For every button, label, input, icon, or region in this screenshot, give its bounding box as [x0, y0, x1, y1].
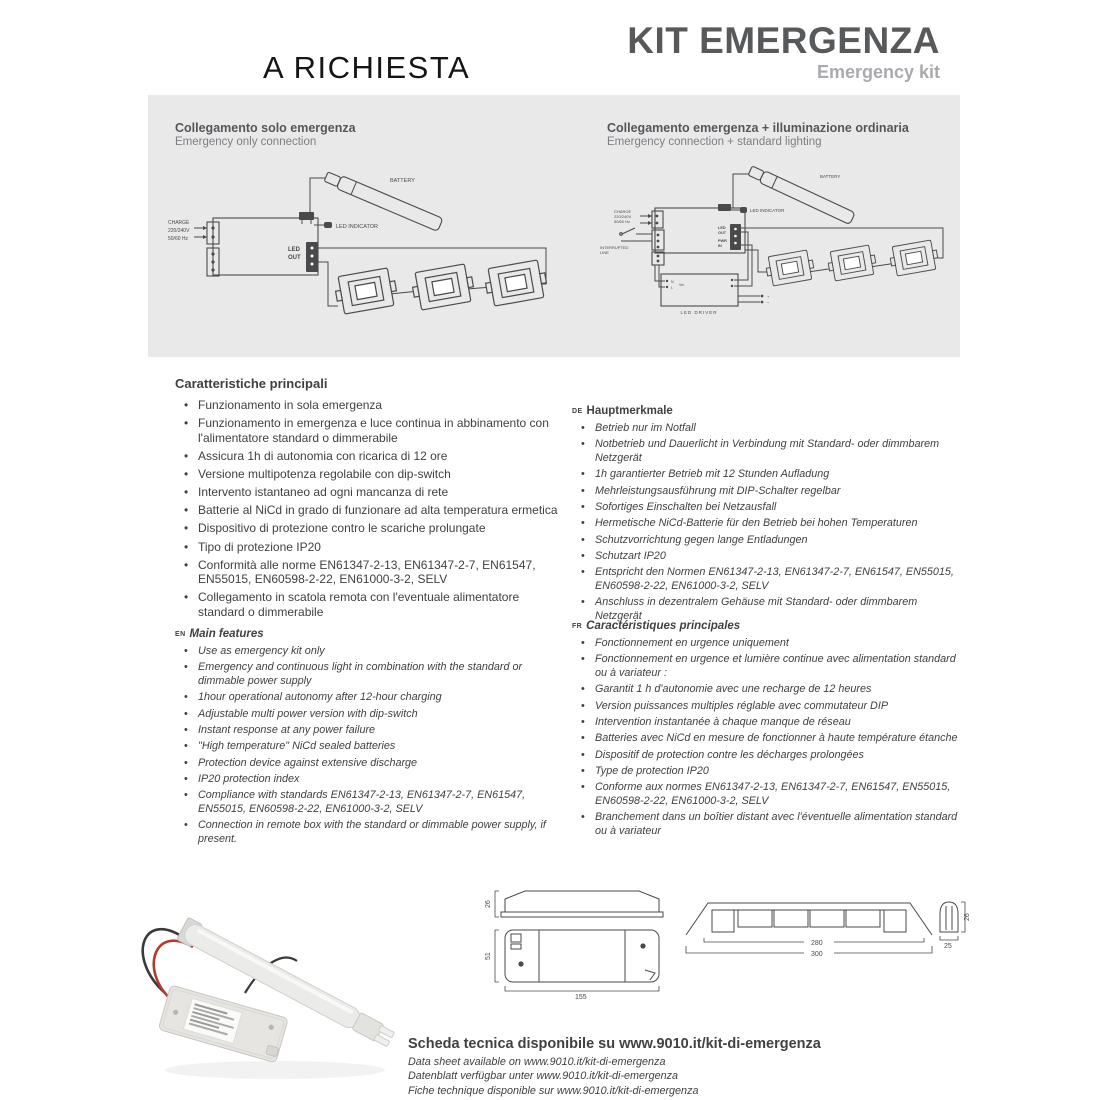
screw-dot — [518, 961, 523, 966]
corner-detail — [645, 970, 655, 980]
l-label: L — [671, 286, 673, 290]
cap-height-dim: 26 — [964, 913, 971, 921]
features-french-title: FR Caractéristiques principales — [572, 620, 741, 632]
feature-item: • IP20 protection index — [184, 773, 300, 785]
led-indicator-label: LED INDICATOR — [336, 224, 378, 230]
wiring-diagram-emergency-standard — [598, 150, 958, 355]
dim-bracket-cap-width — [940, 936, 958, 940]
profile-outer-dim: 300 — [811, 951, 823, 958]
bullet-icon: • — [581, 517, 585, 530]
driver-feed-wire-2 — [659, 265, 665, 287]
interrupted-line-label: INTERRUPTED — [600, 245, 629, 250]
bullet-icon: • — [184, 756, 188, 769]
bullet-icon: • — [581, 596, 585, 609]
downlight-icon — [410, 263, 476, 311]
frequency-label: 50/60 Hz — [614, 219, 631, 224]
profile-end-block — [884, 910, 906, 932]
diagram-right-subtitle: Emergency connection + standard lighting — [607, 136, 822, 148]
feature-item: • Protection device against extensive discharge — [184, 756, 418, 769]
driver-side-view — [505, 891, 659, 912]
feature-item: • Batterie al NiCd in grado di funzionare ad alta temperatura ermetica — [184, 503, 558, 518]
page-title: KIT EMERGENZA — [627, 20, 940, 61]
charge-label: CHARGE — [168, 220, 190, 226]
led-label: LED — [718, 226, 726, 230]
profile-window — [738, 910, 772, 927]
led-driver-label: LED DRIVER — [680, 310, 718, 315]
frequency-label: 50/60 Hz — [168, 236, 189, 242]
feature-item: • Dispositivo di protezione contro le scariche prolungate — [184, 521, 486, 536]
lang-badge-de: DE — [572, 408, 583, 415]
bullet-icon: • — [581, 716, 585, 729]
features-french-list — [572, 637, 966, 839]
led-wire-bottom — [318, 262, 338, 306]
features-french — [572, 620, 966, 842]
wiring-diagram-emergency-only — [162, 158, 562, 353]
feature-item: • Assicura 1h di autonomia con ricarica di 12 ore — [184, 448, 448, 463]
feature-item: • 1h garantierter Betrieb mit 12 Stunden Aufladung — [581, 468, 830, 481]
emergency-driver-box — [213, 218, 318, 275]
feature-item: • Branchement dans un boîtier distant avec l'éventuelle alimentation standard ou à variateur — [581, 811, 958, 838]
bullet-icon: • — [184, 707, 188, 720]
features-english-list — [175, 645, 569, 847]
n-label: N — [671, 280, 674, 284]
feature-item: • Dispositif de protection contre les décharges prolongées — [581, 748, 864, 761]
feature-item: • Schutzvorrichtung gegen lange Entladungen — [581, 533, 808, 546]
feature-item: • Hermetische NiCd-Batterie für den Betrieb bei hohen Temperaturen — [581, 517, 918, 530]
diagram-left-header — [175, 121, 356, 148]
bullet-icon: • — [184, 789, 188, 802]
profile-window — [810, 910, 844, 927]
feature-item: • Betrieb nur im Notfall — [581, 422, 696, 434]
feature-item: • Version puissances multiples réglable avec commutateur DIP — [581, 699, 889, 712]
driver-height-dim: 26 — [485, 900, 492, 908]
led-indicator-label: LED INDICATOR — [750, 208, 785, 213]
bullet-icon: • — [184, 661, 188, 674]
feature-item: • Funzionamento in sola emergenza — [184, 398, 383, 412]
title-block — [627, 22, 940, 83]
driver-side-flange — [501, 912, 663, 917]
dim-280-right — [834, 938, 924, 942]
footer-link-en: Data sheet available on www.9010.it/kit-di-emergenza — [408, 1056, 666, 1068]
bullet-icon: • — [581, 683, 585, 696]
voltage-label: 220/240V — [168, 228, 190, 234]
mains-terminal — [194, 222, 219, 244]
lang-badge-en: EN — [175, 631, 186, 638]
dim-300-right — [834, 946, 932, 953]
dim-bracket-width — [495, 930, 499, 982]
feature-item: • Entspricht den Normen EN61347-2-13, EN61347-2-7, EN61547, EN55015, EN60598-2-22, EN61000-3-2, SELV — [581, 566, 954, 593]
bullet-icon: • — [184, 773, 188, 785]
downlight-icon — [764, 249, 815, 286]
bullet-icon: • — [184, 819, 188, 832]
bullet-icon: • — [581, 501, 585, 514]
bullet-icon: • — [581, 637, 585, 649]
footer-link-de: Datenblatt verfügbar unter www.9010.it/kit-di-emergenza — [408, 1070, 679, 1083]
screw-dot — [640, 943, 645, 948]
cap-width-dim: 25 — [944, 943, 952, 950]
feature-item: • Adjustable multi power version with dip-switch — [184, 707, 418, 720]
features-italian — [175, 376, 569, 623]
bullet-icon: • — [184, 691, 188, 704]
bullet-icon: • — [184, 521, 189, 536]
bullet-icon: • — [581, 653, 585, 666]
aux-dot — [761, 295, 764, 298]
driver-width-dim: 51 — [485, 952, 492, 960]
bullet-icon: • — [184, 740, 188, 753]
bullet-icon: • — [184, 485, 189, 500]
corner-detail — [511, 944, 521, 949]
feature-item: • Collegamento in scatola remota con l'eventuale alimentatore standard o dimmerabile — [184, 590, 520, 619]
diagram-right-title: Collegamento emergenza + illuminazione ordinaria — [607, 121, 909, 135]
feature-item: • Funzionamento in emergenza e luce continua in abbinamento con l'alimentatore standard o dimmerabile — [184, 416, 549, 445]
driver-box-photo — [158, 985, 288, 1063]
out-label: OUT — [718, 231, 727, 235]
feature-item: • Tipo di protezione IP20 — [184, 539, 321, 554]
bullet-icon: • — [581, 533, 585, 546]
voltage-label: 220/240V — [614, 214, 632, 219]
feature-item: • 1hour operational autonomy after 12-hour charging — [184, 691, 442, 704]
plus-label: + — [767, 294, 770, 299]
feature-item: • Conforme aux normes EN61347-2-13, EN61347-2-7, EN61547, EN55015, EN60598-2-22, EN61000-3-2, SELV — [581, 781, 951, 808]
driver-feed-wire-1 — [655, 265, 665, 281]
bullet-icon: • — [184, 398, 189, 412]
feature-item: • Schutzart IP20 — [581, 550, 666, 562]
bullet-icon: • — [581, 484, 585, 497]
feature-item: • Intervention instantanée à chaque manque de réseau — [581, 716, 851, 729]
footer — [408, 1036, 821, 1098]
footer-link-it: Scheda tecnica disponibile su www.9010.it/kit-di-emergenza — [408, 1036, 821, 1052]
led-driver-pins — [666, 279, 733, 288]
bullet-icon: • — [581, 468, 585, 481]
downlight-icon — [888, 239, 939, 276]
bullet-icon: • — [184, 557, 189, 572]
footer-link-fr: Fiche technique disponible sur www.9010.it/kit-di-emergenza — [408, 1084, 699, 1097]
features-english — [175, 628, 569, 850]
features-german — [572, 405, 966, 627]
led-out-terminal — [306, 242, 318, 272]
bullet-icon: • — [581, 699, 585, 712]
features-german-list — [572, 422, 966, 624]
feature-item: • Versione multipotenza regolabile con dip-switch — [184, 467, 451, 481]
page-subtitle: Emergency kit — [816, 62, 940, 82]
switched-terminal — [652, 230, 664, 265]
dim-280-left — [704, 938, 804, 942]
interrupted-line-label2: LINE — [600, 250, 609, 255]
vin-label: Vin — [679, 283, 684, 287]
driver-length-dim: 155 — [575, 994, 587, 1000]
dim-300-left — [686, 946, 804, 953]
bullet-icon: • — [184, 645, 188, 657]
feature-item: • Emergency and continuous light in combination with the standard or dimmable power supply — [184, 661, 523, 688]
dimension-drawing-profile — [678, 890, 973, 972]
driver-top-view — [505, 930, 659, 982]
interrupted-line-switch — [620, 228, 652, 241]
bullet-icon: • — [184, 448, 189, 463]
feature-item: • Fonctionnement en urgence et lumière continue avec alimentation standard ou à variateur : — [581, 653, 956, 680]
feature-item: • Intervento istantaneo ad ogni mancanza di rete — [184, 485, 449, 500]
features-italian-title: Caratteristiche principali — [175, 376, 328, 391]
profile-window — [846, 910, 880, 927]
in-label: IN — [718, 244, 722, 248]
feature-item: • Conformità alle norme EN61347-2-13, EN61347-2-7, EN61547, EN55015, EN60598-2-22, EN61000-3-2, SELV — [184, 557, 536, 587]
corner-detail — [511, 934, 521, 942]
end-cap-view — [940, 902, 958, 932]
feature-item: • Type de protection IP20 — [581, 765, 709, 777]
aux-dot — [761, 301, 764, 304]
charge-label: CHARGE — [614, 209, 632, 214]
feature-item: • Garantit 1 h d'autonomie avec une recharge de 12 heures — [581, 683, 872, 696]
feature-item: • Notbetrieb und Dauerlicht in Verbindung mit Standard- oder dimmbarem Netzgerät — [581, 438, 940, 465]
battery-label: BATTERY — [390, 178, 415, 184]
bullet-icon: • — [581, 765, 585, 777]
bullet-icon: • — [581, 438, 585, 451]
pwr-label: PWR — [718, 239, 727, 243]
photo-shadow — [165, 1061, 385, 1079]
bullet-icon: • — [184, 539, 189, 554]
product-photo — [125, 885, 420, 1095]
led-indicator-icon — [299, 212, 332, 228]
bullet-icon: • — [184, 503, 189, 518]
bullet-icon: • — [581, 566, 585, 579]
dimension-drawing-driver — [477, 882, 682, 1000]
bullet-icon: • — [581, 781, 585, 794]
downlight-icon — [333, 267, 399, 315]
downlight-icon — [483, 259, 549, 307]
diagram-left-subtitle: Emergency only connection — [175, 136, 317, 148]
features-english-title: EN Main features — [175, 628, 264, 640]
lang-badge-fr: FR — [572, 623, 583, 630]
feature-item: • Connection in remote box with the standard or dimmable power supply, if present. — [184, 819, 546, 846]
bullet-icon: • — [184, 724, 188, 737]
led-driver-box — [661, 274, 738, 306]
bullet-icon: • — [581, 732, 585, 745]
bullet-icon: • — [581, 811, 585, 824]
feature-item: • Compliance with standards EN61347-2-13, EN61347-2-7, EN61547, EN55015, EN60598-2-22, EN61000-3-2, SELV — [184, 789, 526, 816]
feature-item: • Batteries avec NiCd en mesure de fonctionner à haute température étanche — [581, 732, 958, 745]
battery-wire — [733, 174, 749, 208]
feature-item: • Anschluss in dezentralem Gehäuse mit Standard- oder dimmbarem Netzgerät — [581, 596, 918, 623]
wiring-panel — [148, 95, 960, 357]
battery-label: BATTERY — [820, 174, 841, 179]
features-german-title: DE Hauptmerkmale — [572, 405, 673, 417]
bullet-icon: • — [184, 467, 189, 481]
profile-window — [774, 910, 808, 927]
battery-icon — [323, 170, 443, 231]
feature-item: • Instant response at any power failure — [184, 724, 376, 737]
mains-terminal — [640, 211, 663, 228]
downlight-icon — [826, 244, 877, 281]
bullet-icon: • — [184, 416, 189, 431]
dim-bracket-height — [495, 891, 499, 917]
diagram-right-header — [607, 121, 909, 148]
profile-outline — [686, 903, 932, 935]
minus-label: − — [767, 300, 770, 305]
features-italian-list — [175, 398, 569, 620]
output-terminal — [730, 224, 741, 250]
profile-end-block — [712, 910, 734, 932]
diagram-left-title: Collegamento solo emergenza — [175, 121, 356, 135]
profile-inner-dim: 280 — [811, 940, 823, 947]
feature-item: • "High temperature" NiCd sealed batteries — [184, 740, 396, 753]
bullet-icon: • — [581, 422, 585, 434]
request-label: A RICHIESTA — [263, 50, 471, 85]
feature-item: • Mehrleistungsausführung mit DIP-Schalter regelbar — [581, 484, 841, 497]
led-out-label-led: LED — [288, 247, 300, 253]
feature-item: • Use as emergency kit only — [184, 645, 325, 657]
feature-item: • Sofortiges Einschalten bei Netzausfall — [581, 501, 777, 514]
bullet-icon: • — [581, 748, 585, 761]
feature-item: • Fonctionnement en urgence uniquement — [581, 637, 789, 649]
dim-bracket-length — [505, 986, 659, 991]
bullet-icon: • — [581, 550, 585, 562]
bullet-icon: • — [184, 590, 189, 605]
led-out-label-out: OUT — [288, 255, 301, 261]
